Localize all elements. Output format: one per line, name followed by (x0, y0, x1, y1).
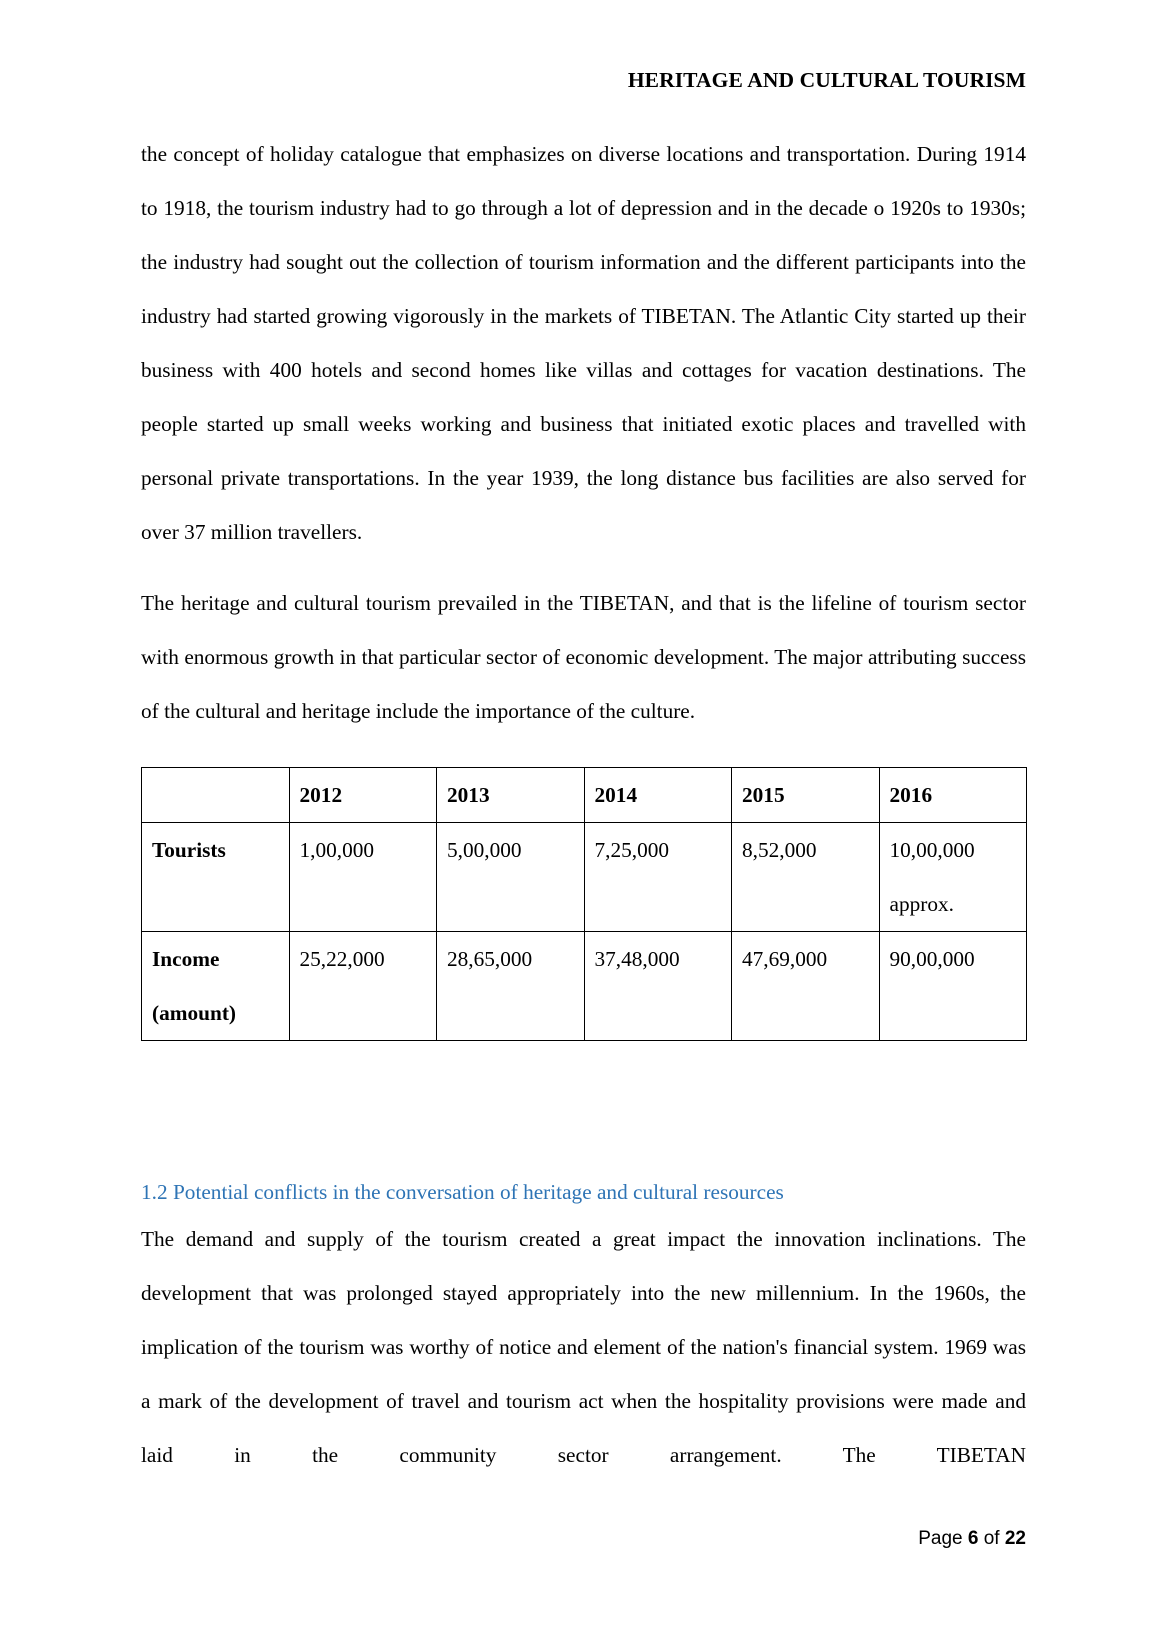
table-header-cell: 2016 (879, 768, 1027, 823)
running-header: HERITAGE AND CULTURAL TOURISM (627, 68, 1026, 92)
cell-line: approx. (889, 892, 954, 916)
table-row (142, 932, 1027, 1041)
table-header-cell: 2015 (732, 768, 880, 823)
table-cell: 28,65,000 (437, 932, 585, 1041)
section-heading: 1.2 Potential conflicts in the conversation of heritage and cultural resources (141, 1180, 784, 1204)
table-cell (879, 823, 1027, 932)
table-cell: 8,52,000 (732, 823, 880, 932)
body-paragraph-1: the concept of holiday catalogue that emphasizes on diverse locations and transportation. During 1914 to 1918, the tourism industry had to go through a lot of depression and in the decade o 1920s to 1930s; the industry had sought out the collection of tourism information and the different participants into the industry had started growing vigorously in the markets of TIBETAN. The Atlantic City started up their business with 400 hotels and second homes like villas and cottages for vacation destinations. The people started up small weeks working and business that initiated exotic places and travelled with personal private transportations. In the year 1939, the long distance bus facilities are also served for over 37 million travellers. (141, 142, 1026, 544)
row-label-line: Income (152, 947, 220, 971)
table-cell: 5,00,000 (437, 823, 585, 932)
table-cell: 7,25,000 (584, 823, 732, 932)
row-label-line: Tourists (152, 838, 226, 862)
table-cell (879, 932, 1027, 1041)
tourism-statistics-table (141, 767, 1027, 1041)
table-cell: 1,00,000 (289, 823, 437, 932)
table-cell: 47,69,000 (732, 932, 880, 1041)
page-number-footer (918, 1528, 1026, 1550)
table-header-cell (142, 768, 290, 823)
table-cell: 25,22,000 (289, 932, 437, 1041)
row-label-line: (amount) (152, 1001, 237, 1025)
body-paragraph-3: The demand and supply of the tourism created a great impact the innovation inclinations. The development that was prolonged stayed appropriately into the new millennium. In the 1960s, the implication of the tourism was worthy of notice and element of the nation's financial system. 1969 was a mark of the development of travel and tourism act when the hospitality provisions were made and laid in the community sector arrangement. The TIBETAN (141, 1227, 1026, 1467)
cell-line: 90,00,000 (889, 947, 975, 971)
table-header-cell: 2014 (584, 768, 732, 823)
table-header-cell: 2012 (289, 768, 437, 823)
table-header-row (142, 768, 1027, 823)
total-page-count: 22 (1004, 1528, 1026, 1549)
page-prefix: Page (918, 1528, 963, 1549)
table-cell: 37,48,000 (584, 932, 732, 1041)
row-label-income (142, 932, 290, 1041)
current-page-number: 6 (967, 1528, 979, 1549)
table-row (142, 823, 1027, 932)
body-paragraph-2: The heritage and cultural tourism prevailed in the TIBETAN, and that is the lifeline of tourism sector with enormous growth in that particular sector of economic development. The major attributing success of the cultural and heritage include the importance of the culture. (141, 591, 1026, 723)
page-of-label: of (983, 1528, 1000, 1549)
row-label-tourists (142, 823, 290, 932)
cell-line: 10,00,000 (889, 838, 975, 862)
table-header-cell: 2013 (437, 768, 585, 823)
